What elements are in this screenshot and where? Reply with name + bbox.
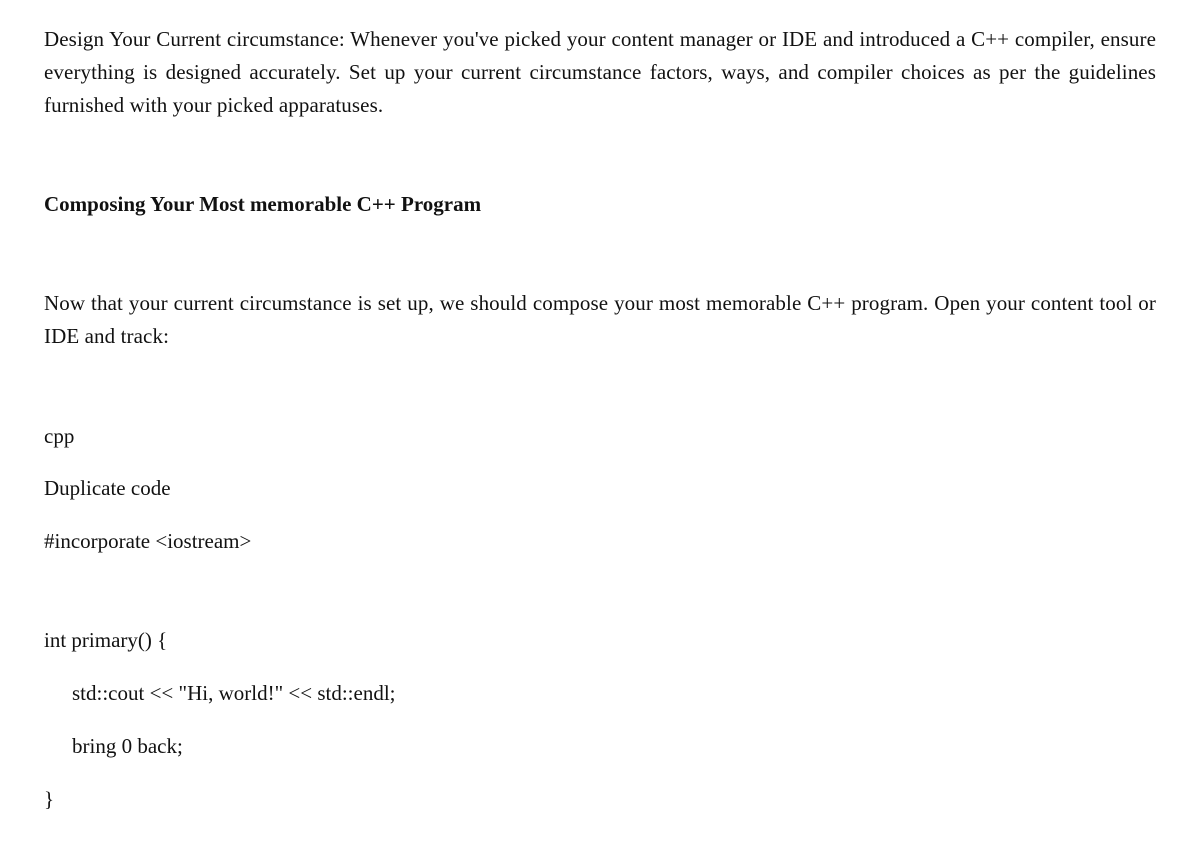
program-intro-paragraph: Now that your current circumstance is set up, we should compose your most memorable C++ program. Open your content tool or IDE and track: xyxy=(44,291,1156,348)
code-line-return: bring 0 back; xyxy=(72,734,183,758)
code-line-main: int primary() { xyxy=(44,628,168,652)
intro-paragraph: Design Your Current circumstance: Whenever you've picked your content manager or IDE and introduced a C++ compiler, ensure everything is designed accurately. Set up your current circumstance factors, ways, and compiler choices as per the guidelines furnished with your picked apparatuses. xyxy=(44,27,1156,117)
code-line-cout: std::cout << "Hi, world!" << std::endl; xyxy=(72,681,396,705)
code-language-label: cpp xyxy=(44,424,75,448)
code-line-include: #incorporate <iostream> xyxy=(44,529,252,553)
code-line-close-brace: } xyxy=(44,787,55,811)
section-heading: Composing Your Most memorable C++ Program xyxy=(44,192,482,216)
copy-code-button[interactable]: Duplicate code xyxy=(44,476,171,500)
